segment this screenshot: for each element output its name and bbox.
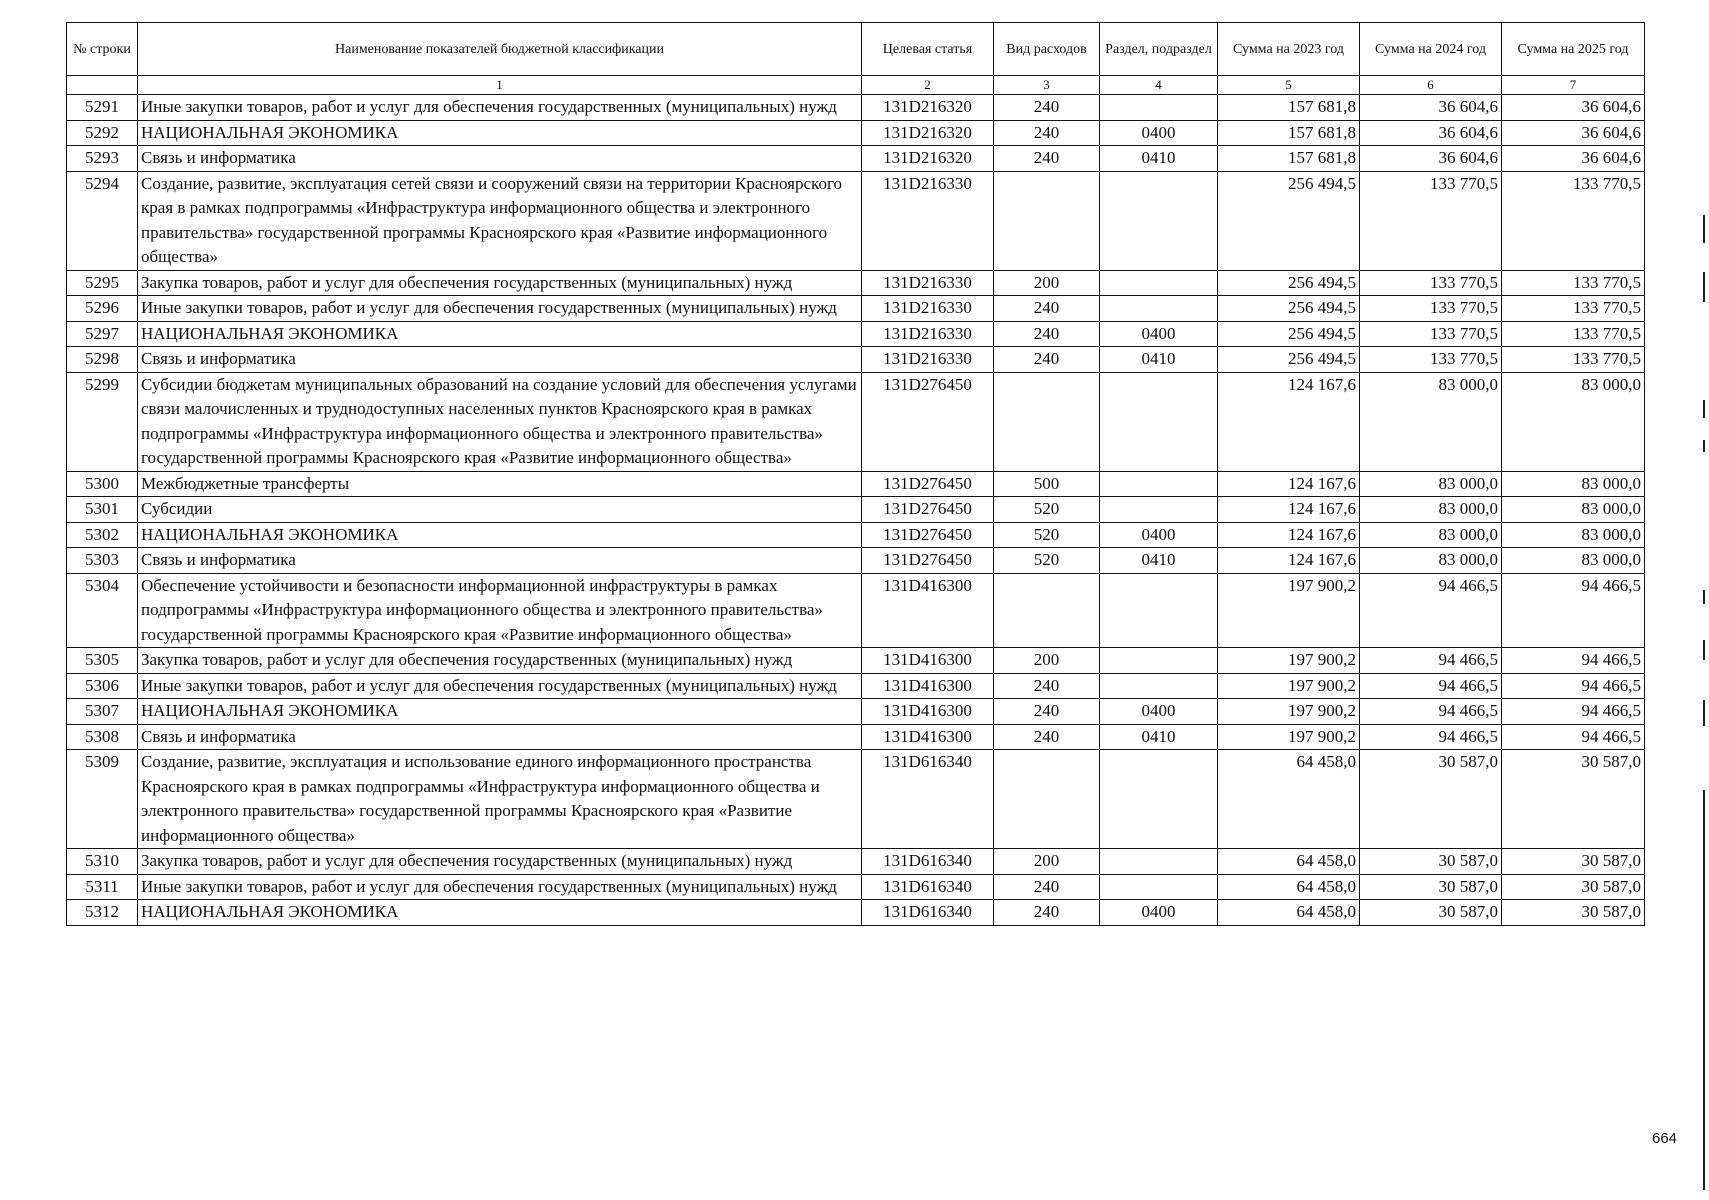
table-row (67, 849, 1645, 875)
section-code (1100, 573, 1218, 648)
header-section: Раздел, подраздел (1100, 23, 1218, 76)
sum-2023: 157 681,8 (1218, 146, 1360, 172)
indicator-name: Закупка товаров, работ и услуг для обеспечения государственных (муниципальных) нужд (138, 270, 862, 296)
expense-type: 240 (994, 673, 1100, 699)
scan-mark (1703, 790, 1705, 1190)
sum-2024: 36 604,6 (1360, 146, 1502, 172)
sum-2025: 133 770,5 (1502, 347, 1645, 373)
sum-2023: 256 494,5 (1218, 270, 1360, 296)
target-article: 131D416300 (862, 648, 994, 674)
sum-2023: 124 167,6 (1218, 372, 1360, 471)
sum-2024: 133 770,5 (1360, 296, 1502, 322)
section-code: 0400 (1100, 321, 1218, 347)
sum-2024: 36 604,6 (1360, 120, 1502, 146)
sum-2025: 94 466,5 (1502, 673, 1645, 699)
row-number: 5295 (67, 270, 138, 296)
section-code: 0400 (1100, 522, 1218, 548)
expense-type: 520 (994, 497, 1100, 523)
target-article: 131D416300 (862, 724, 994, 750)
indicator-name: Создание, развитие, эксплуатация и использование единого информационного пространства Красноярского края в рамках подпрограммы «Инфраструктура информационного общества и электронного правительства» государственной программы Красноярского края «Развитие информационного общества» (138, 750, 862, 849)
expense-type (994, 750, 1100, 849)
indicator-name: Субсидии (138, 497, 862, 523)
row-number: 5304 (67, 573, 138, 648)
target-article: 131D216320 (862, 120, 994, 146)
header-sum-2023: Сумма на 2023 год (1218, 23, 1360, 76)
table-row (67, 146, 1645, 172)
section-code (1100, 270, 1218, 296)
sum-2024: 30 587,0 (1360, 874, 1502, 900)
sum-2024: 83 000,0 (1360, 372, 1502, 471)
sum-2024: 133 770,5 (1360, 321, 1502, 347)
target-article: 131D416300 (862, 699, 994, 725)
table-row (67, 573, 1645, 648)
indicator-name: Связь и информатика (138, 548, 862, 574)
table-row (67, 673, 1645, 699)
column-number-row (67, 76, 1645, 95)
section-code (1100, 372, 1218, 471)
column-number: 5 (1218, 76, 1360, 95)
sum-2025: 83 000,0 (1502, 548, 1645, 574)
sum-2023: 197 900,2 (1218, 573, 1360, 648)
target-article: 131D216330 (862, 321, 994, 347)
indicator-name: Связь и информатика (138, 347, 862, 373)
row-number: 5310 (67, 849, 138, 875)
target-article: 131D416300 (862, 573, 994, 648)
sum-2025: 94 466,5 (1502, 648, 1645, 674)
sum-2023: 197 900,2 (1218, 673, 1360, 699)
table-row (67, 270, 1645, 296)
expense-type: 200 (994, 270, 1100, 296)
indicator-name: Иные закупки товаров, работ и услуг для обеспечения государственных (муниципальных) нужд (138, 874, 862, 900)
row-number: 5297 (67, 321, 138, 347)
table-row (67, 900, 1645, 926)
sum-2025: 133 770,5 (1502, 270, 1645, 296)
sum-2025: 133 770,5 (1502, 321, 1645, 347)
sum-2025: 94 466,5 (1502, 724, 1645, 750)
table-row (67, 874, 1645, 900)
section-code: 0410 (1100, 724, 1218, 750)
sum-2025: 94 466,5 (1502, 699, 1645, 725)
header-target-article: Целевая статья (862, 23, 994, 76)
row-number: 5302 (67, 522, 138, 548)
sum-2024: 133 770,5 (1360, 347, 1502, 373)
scan-mark (1703, 400, 1705, 418)
row-number: 5303 (67, 548, 138, 574)
expense-type: 200 (994, 648, 1100, 674)
row-number: 5301 (67, 497, 138, 523)
table-body (67, 95, 1645, 926)
header-expense-type: Вид расходов (994, 23, 1100, 76)
row-number: 5296 (67, 296, 138, 322)
section-code: 0410 (1100, 548, 1218, 574)
sum-2025: 133 770,5 (1502, 296, 1645, 322)
sum-2023: 124 167,6 (1218, 471, 1360, 497)
section-code (1100, 471, 1218, 497)
row-number: 5299 (67, 372, 138, 471)
section-code: 0410 (1100, 347, 1218, 373)
target-article: 131D276450 (862, 522, 994, 548)
table-row (67, 120, 1645, 146)
indicator-name: НАЦИОНАЛЬНАЯ ЭКОНОМИКА (138, 321, 862, 347)
expense-type: 240 (994, 95, 1100, 121)
indicator-name: Межбюджетные трансферты (138, 471, 862, 497)
table-row (67, 95, 1645, 121)
sum-2025: 36 604,6 (1502, 95, 1645, 121)
target-article: 131D216320 (862, 146, 994, 172)
sum-2025: 83 000,0 (1502, 372, 1645, 471)
sum-2024: 83 000,0 (1360, 471, 1502, 497)
indicator-name: Субсидии бюджетам муниципальных образований на создание условий для обеспечения услугами связи малочисленных и труднодоступных населенных пунктов Красноярского края в рамках подпрограммы «Инфраструктура информационного общества и электронного правительства» государственной программы Красноярского края «Развитие информационного общества» (138, 372, 862, 471)
row-number: 5305 (67, 648, 138, 674)
indicator-name: Закупка товаров, работ и услуг для обеспечения государственных (муниципальных) нужд (138, 849, 862, 875)
column-number: 1 (138, 76, 862, 95)
table-row (67, 296, 1645, 322)
sum-2023: 157 681,8 (1218, 120, 1360, 146)
expense-type: 240 (994, 321, 1100, 347)
column-number: 3 (994, 76, 1100, 95)
row-number: 5311 (67, 874, 138, 900)
table-row (67, 750, 1645, 849)
sum-2023: 124 167,6 (1218, 548, 1360, 574)
sum-2024: 30 587,0 (1360, 900, 1502, 926)
indicator-name: Связь и информатика (138, 146, 862, 172)
sum-2023: 197 900,2 (1218, 699, 1360, 725)
sum-2023: 124 167,6 (1218, 522, 1360, 548)
target-article: 131D216330 (862, 171, 994, 270)
sum-2023: 197 900,2 (1218, 648, 1360, 674)
table-row (67, 724, 1645, 750)
page-number: 664 (1652, 1130, 1678, 1147)
sum-2023: 197 900,2 (1218, 724, 1360, 750)
section-code: 0400 (1100, 900, 1218, 926)
target-article: 131D616340 (862, 900, 994, 926)
sum-2023: 124 167,6 (1218, 497, 1360, 523)
sum-2024: 133 770,5 (1360, 270, 1502, 296)
sum-2023: 64 458,0 (1218, 874, 1360, 900)
expense-type: 240 (994, 724, 1100, 750)
table-row (67, 548, 1645, 574)
table-row (67, 171, 1645, 270)
section-code (1100, 648, 1218, 674)
sum-2025: 36 604,6 (1502, 120, 1645, 146)
target-article: 131D216330 (862, 296, 994, 322)
sum-2023: 64 458,0 (1218, 750, 1360, 849)
row-number: 5307 (67, 699, 138, 725)
row-number: 5308 (67, 724, 138, 750)
header-indicator-name: Наименование показателей бюджетной классификации (138, 23, 862, 76)
target-article: 131D276450 (862, 471, 994, 497)
target-article: 131D276450 (862, 497, 994, 523)
column-number: 6 (1360, 76, 1502, 95)
target-article: 131D276450 (862, 372, 994, 471)
indicator-name: НАЦИОНАЛЬНАЯ ЭКОНОМИКА (138, 522, 862, 548)
sum-2023: 64 458,0 (1218, 849, 1360, 875)
expense-type: 200 (994, 849, 1100, 875)
sum-2024: 94 466,5 (1360, 724, 1502, 750)
column-number (67, 76, 138, 95)
indicator-name: Обеспечение устойчивости и безопасности информационной инфраструктуры в рамках подпрограммы «Инфраструктура информационного общества и электронного правительства» государственной программы Красноярского края «Развитие информационного общества» (138, 573, 862, 648)
scan-mark (1703, 440, 1705, 452)
section-code (1100, 497, 1218, 523)
row-number: 5291 (67, 95, 138, 121)
sum-2024: 83 000,0 (1360, 548, 1502, 574)
row-number: 5300 (67, 471, 138, 497)
sum-2024: 30 587,0 (1360, 750, 1502, 849)
sum-2023: 256 494,5 (1218, 347, 1360, 373)
expense-type (994, 573, 1100, 648)
indicator-name: НАЦИОНАЛЬНАЯ ЭКОНОМИКА (138, 699, 862, 725)
indicator-name: Иные закупки товаров, работ и услуг для обеспечения государственных (муниципальных) нужд (138, 673, 862, 699)
scan-mark (1703, 272, 1705, 302)
sum-2025: 83 000,0 (1502, 522, 1645, 548)
row-number: 5312 (67, 900, 138, 926)
scan-mark (1703, 590, 1705, 604)
expense-type: 240 (994, 120, 1100, 146)
expense-type: 520 (994, 548, 1100, 574)
section-code: 0400 (1100, 120, 1218, 146)
expense-type (994, 372, 1100, 471)
target-article: 131D616340 (862, 750, 994, 849)
expense-type: 240 (994, 347, 1100, 373)
sum-2024: 83 000,0 (1360, 522, 1502, 548)
sum-2024: 30 587,0 (1360, 849, 1502, 875)
sum-2025: 30 587,0 (1502, 900, 1645, 926)
target-article: 131D616340 (862, 874, 994, 900)
scan-mark (1703, 700, 1705, 726)
sum-2024: 36 604,6 (1360, 95, 1502, 121)
indicator-name: НАЦИОНАЛЬНАЯ ЭКОНОМИКА (138, 900, 862, 926)
sum-2024: 133 770,5 (1360, 171, 1502, 270)
column-number: 2 (862, 76, 994, 95)
table-row (67, 347, 1645, 373)
expense-type: 240 (994, 874, 1100, 900)
sum-2023: 256 494,5 (1218, 296, 1360, 322)
section-code (1100, 95, 1218, 121)
table-row (67, 699, 1645, 725)
header-sum-2025: Сумма на 2025 год (1502, 23, 1645, 76)
row-number: 5294 (67, 171, 138, 270)
sum-2025: 83 000,0 (1502, 497, 1645, 523)
expense-type: 240 (994, 146, 1100, 172)
target-article: 131D276450 (862, 548, 994, 574)
indicator-name: Иные закупки товаров, работ и услуг для обеспечения государственных (муниципальных) нужд (138, 95, 862, 121)
section-code (1100, 171, 1218, 270)
row-number: 5309 (67, 750, 138, 849)
indicator-name: НАЦИОНАЛЬНАЯ ЭКОНОМИКА (138, 120, 862, 146)
expense-type: 240 (994, 699, 1100, 725)
sum-2025: 30 587,0 (1502, 874, 1645, 900)
budget-table (66, 22, 1645, 926)
expense-type: 520 (994, 522, 1100, 548)
target-article: 131D416300 (862, 673, 994, 699)
row-number: 5298 (67, 347, 138, 373)
sum-2025: 94 466,5 (1502, 573, 1645, 648)
target-article: 131D216330 (862, 347, 994, 373)
indicator-name: Иные закупки товаров, работ и услуг для обеспечения государственных (муниципальных) нужд (138, 296, 862, 322)
section-code (1100, 750, 1218, 849)
expense-type: 240 (994, 900, 1100, 926)
row-number: 5306 (67, 673, 138, 699)
target-article: 131D616340 (862, 849, 994, 875)
indicator-name: Закупка товаров, работ и услуг для обеспечения государственных (муниципальных) нужд (138, 648, 862, 674)
expense-type: 500 (994, 471, 1100, 497)
sum-2024: 94 466,5 (1360, 673, 1502, 699)
header-sum-2024: Сумма на 2024 год (1360, 23, 1502, 76)
sum-2024: 94 466,5 (1360, 573, 1502, 648)
sum-2024: 83 000,0 (1360, 497, 1502, 523)
table-row (67, 497, 1645, 523)
table-row (67, 648, 1645, 674)
section-code: 0410 (1100, 146, 1218, 172)
column-number: 4 (1100, 76, 1218, 95)
sum-2023: 256 494,5 (1218, 171, 1360, 270)
sum-2025: 30 587,0 (1502, 750, 1645, 849)
section-code (1100, 673, 1218, 699)
row-number: 5292 (67, 120, 138, 146)
sum-2023: 256 494,5 (1218, 321, 1360, 347)
scan-mark (1703, 215, 1705, 243)
section-code (1100, 296, 1218, 322)
header-row (67, 23, 1645, 76)
section-code: 0400 (1100, 699, 1218, 725)
section-code (1100, 874, 1218, 900)
sum-2024: 94 466,5 (1360, 699, 1502, 725)
target-article: 131D216330 (862, 270, 994, 296)
section-code (1100, 849, 1218, 875)
scan-mark (1703, 640, 1705, 660)
table-row (67, 522, 1645, 548)
indicator-name: Связь и информатика (138, 724, 862, 750)
table-row (67, 372, 1645, 471)
column-number: 7 (1502, 76, 1645, 95)
sum-2025: 83 000,0 (1502, 471, 1645, 497)
sum-2025: 36 604,6 (1502, 146, 1645, 172)
sum-2025: 133 770,5 (1502, 171, 1645, 270)
header-row-number: № строки (67, 23, 138, 76)
target-article: 131D216320 (862, 95, 994, 121)
table-row (67, 471, 1645, 497)
sum-2025: 30 587,0 (1502, 849, 1645, 875)
table-row (67, 321, 1645, 347)
row-number: 5293 (67, 146, 138, 172)
indicator-name: Создание, развитие, эксплуатация сетей связи и сооружений связи на территории Красноярского края в рамках подпрограммы «Инфраструктура информационного общества и электронного правительства» государственной программы Красноярского края «Развитие информационного общества» (138, 171, 862, 270)
expense-type (994, 171, 1100, 270)
sum-2024: 94 466,5 (1360, 648, 1502, 674)
sum-2023: 64 458,0 (1218, 900, 1360, 926)
expense-type: 240 (994, 296, 1100, 322)
sum-2023: 157 681,8 (1218, 95, 1360, 121)
